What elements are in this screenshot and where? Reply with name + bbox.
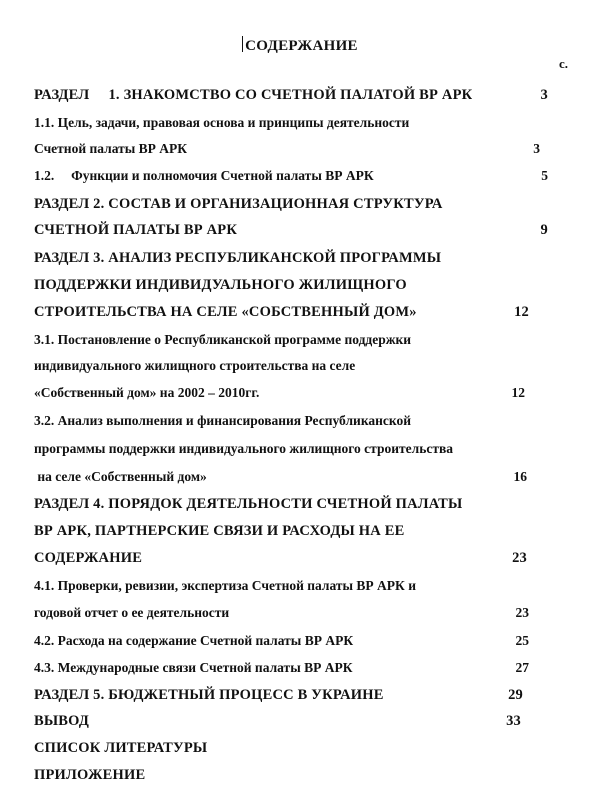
toc-subsection-line	[34, 628, 574, 654]
toc-entry-text: СОДЕРЖАНИЕ	[34, 550, 143, 566]
toc-section-line	[34, 545, 574, 571]
toc-entry-text: ВР АРК, ПАРТНЕРСКИЕ СВЯЗИ И РАСХОДЫ НА ЕЕ	[34, 523, 405, 539]
toc-entry-text: ПОДДЕРЖКИ ИНДИВИДУАЛЬНОГО ЖИЛИЩНОГО	[34, 277, 407, 293]
toc-page-number: 27	[515, 660, 529, 675]
toc-subsection-line	[34, 655, 574, 681]
toc-section-line	[34, 191, 574, 217]
toc-subsection-line	[34, 136, 574, 162]
toc-page-number: 16	[513, 469, 527, 484]
text-cursor	[242, 36, 243, 52]
toc-section-line	[34, 762, 574, 788]
toc-section-line	[34, 708, 574, 734]
toc-page-number: 3	[533, 141, 540, 156]
toc-page-number: 33	[506, 713, 521, 729]
toc-entry-text: на селе «Собственный дом»	[34, 469, 207, 484]
toc-section-line	[34, 245, 574, 271]
toc-entry-text: РАЗДЕЛ 3. АНАЛИЗ РЕСПУБЛИКАНСКОЙ ПРОГРАММЫ	[34, 250, 442, 266]
toc-subsection-line	[34, 380, 574, 406]
toc-section-line	[34, 491, 574, 517]
toc-page-number: 12	[511, 385, 525, 400]
toc-entry-text: 3.2. Анализ выполнения и финансирования Республиканской	[34, 413, 412, 428]
toc-section-line	[34, 272, 574, 298]
title-text: СОДЕРЖАНИЕ	[245, 38, 358, 54]
toc-entry-text: Счетной палаты ВР АРК	[34, 141, 188, 156]
toc-entry-text: индивидуального жилищного строительства на селе	[34, 358, 356, 373]
toc-page-number: 25	[515, 633, 529, 648]
toc-section-line	[34, 518, 574, 544]
toc-section-line	[34, 735, 574, 761]
toc-page-number: 12	[514, 304, 529, 320]
toc-page-number: 3	[540, 87, 548, 103]
toc-entry-text: 4.3. Международные связи Счетной палаты ВР АРК	[34, 660, 353, 675]
toc-subsection-line	[34, 110, 574, 136]
toc-subsection-line	[34, 573, 574, 599]
toc-entry-text: РАЗДЕЛ 5. БЮДЖЕТНЫЙ ПРОЦЕСС В УКРАИНЕ	[34, 687, 384, 703]
toc-page-number: 5	[541, 168, 548, 183]
toc-entry-text: РАЗДЕЛ 2. СОСТАВ И ОРГАНИЗАЦИОННАЯ СТРУКТУРА	[34, 196, 443, 212]
toc-page-number: 29	[508, 687, 523, 703]
page-column-header: с.	[558, 56, 568, 71]
toc-entry-text: СЧЕТНОЙ ПАЛАТЫ ВР АРК	[34, 222, 238, 238]
toc-entry-text: 1.2. Функции и полномочия Счетной палаты ВР АРК	[34, 168, 374, 183]
toc-subsection-line	[34, 600, 574, 626]
toc-subsection-line	[34, 464, 574, 490]
toc-entry-text: СТРОИТЕЛЬСТВА НА СЕЛЕ «СОБСТВЕННЫЙ ДОМ»	[34, 304, 417, 320]
toc-subsection-line	[34, 163, 574, 189]
toc-section-line	[34, 217, 574, 243]
toc-entry-text: РАЗДЕЛ 1. ЗНАКОМСТВО СО СЧЕТНОЙ ПАЛАТОЙ ВР АРК	[34, 87, 473, 103]
toc-entry-text: ВЫВОД	[34, 713, 90, 729]
toc-subsection-line	[34, 408, 574, 434]
toc-entry-text: 3.1. Постановление о Республиканской программе поддержки	[34, 332, 412, 347]
toc-subsection-line	[34, 436, 574, 462]
toc-section-line	[34, 299, 574, 325]
toc-entry-text: 4.2. Расхода на содержание Счетной палаты ВР АРК	[34, 633, 354, 648]
toc-entry-text: 1.1. Цель, задачи, правовая основа и принципы деятельности	[34, 115, 410, 130]
page-title	[0, 36, 600, 55]
toc-section-line	[34, 682, 574, 708]
toc-section-line	[34, 82, 574, 108]
toc-entry-text: «Собственный дом» на 2002 – 2010гг.	[34, 385, 260, 400]
toc-entry-text: ПРИЛОЖЕНИЕ	[34, 767, 146, 783]
toc-entry-text: 4.1. Проверки, ревизии, экспертиза Счетной палаты ВР АРК и	[34, 578, 416, 593]
toc-entry-text: программы поддержки индивидуального жилищного строительства	[34, 441, 454, 456]
toc-entry-text: РАЗДЕЛ 4. ПОРЯДОК ДЕЯТЕЛЬНОСТИ СЧЕТНОЙ ПАЛАТЫ	[34, 496, 463, 512]
toc-subsection-line	[34, 327, 574, 353]
toc-page-number: 9	[540, 222, 548, 238]
toc-page-number: 23	[512, 550, 527, 566]
toc-entry-text: годовой отчет о ее деятельности	[34, 605, 230, 620]
toc-entry-text: СПИСОК ЛИТЕРАТУРЫ	[34, 740, 208, 756]
toc-subsection-line	[34, 353, 574, 379]
toc-page-number: 23	[515, 605, 529, 620]
